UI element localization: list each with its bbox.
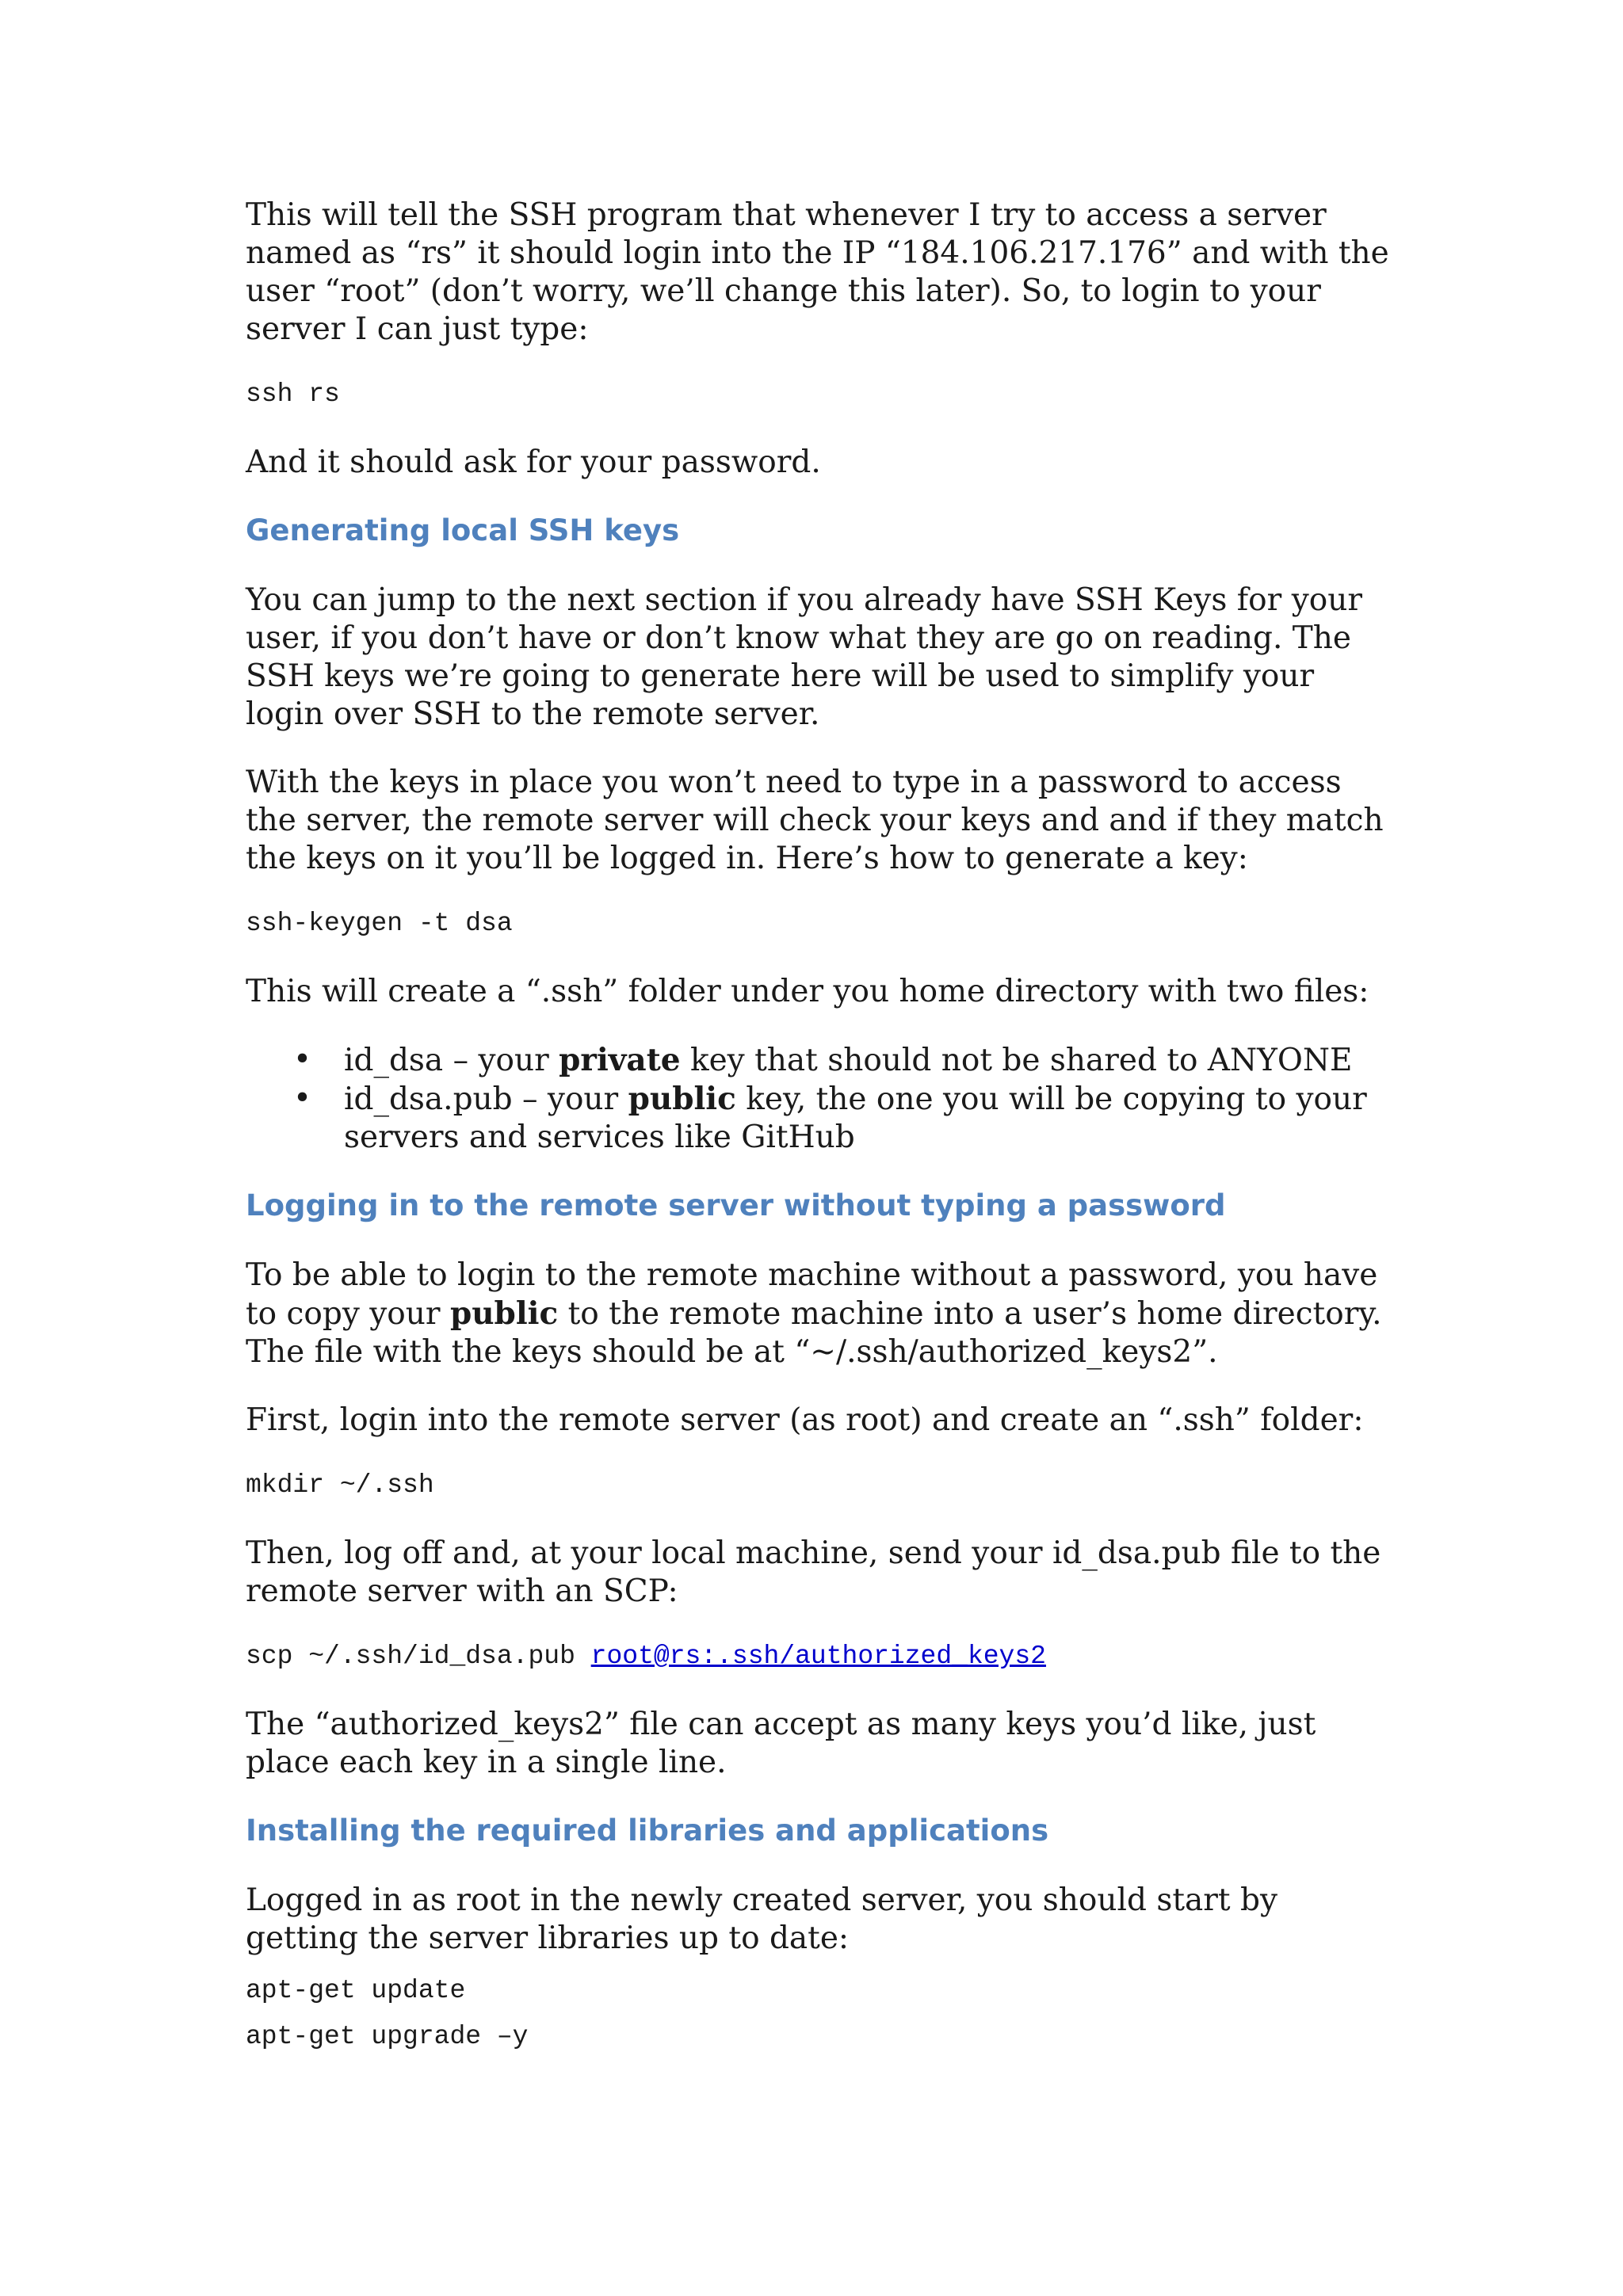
code-ssh-keygen: ssh-keygen -t dsa	[246, 909, 513, 938]
ask-password-paragraph: And it should ask for your password.	[246, 444, 821, 480]
list-item	[293, 1041, 1395, 1080]
paragraph-bold: public	[449, 1295, 559, 1332]
logging-in-paragraph-2: First, login into the remote server (as root) and create an “.ssh” folder:	[246, 1402, 1364, 1438]
list-item-text: id_dsa – your	[344, 1043, 559, 1078]
logging-in-paragraph-1	[246, 1257, 1395, 1371]
generating-keys-paragraph-2: With the keys in place you won’t need to type in a password to access the server, the remote server will check your keys and and if they match the keys on it you’ll be logged in. Here’s how to generate a key:	[246, 765, 1384, 876]
installing-paragraph-1: Logged in as root in the newly created server, you should start by getting the server libraries up to date:	[246, 1882, 1277, 1956]
list-item-text: key, the one you will be copying to your servers and services like GitHub	[344, 1081, 1367, 1155]
document-page	[246, 196, 1395, 2086]
list-item-text: key that should not be shared to ANYONE	[680, 1043, 1353, 1078]
logging-in-paragraph-4: The “authorized_keys2” file can accept as many keys you’d like, just place each key in a single line.	[246, 1707, 1316, 1780]
list-item	[293, 1080, 1395, 1157]
bullet-icon: •	[293, 1042, 312, 1077]
logging-in-paragraph-3: Then, log off and, at your local machine, send your id_dsa.pub file to the remote server with an SCP:	[246, 1535, 1381, 1609]
paragraph-text: To be able to login to the remote machine without a password, you have to copy your	[246, 1257, 1378, 1332]
list-item-bold: private	[559, 1042, 681, 1078]
code-scp	[246, 1641, 1395, 1672]
section-heading-logging-in: Logging in to the remote server without typing a password	[246, 1188, 1226, 1222]
generating-keys-paragraph-3: This will create a “.ssh” folder under you home directory with two files:	[246, 974, 1369, 1009]
code-apt-upgrade: apt-get upgrade –y	[246, 2022, 529, 2051]
authorized-keys-link[interactable]: root@rs:.ssh/authorized_keys2	[590, 1642, 1046, 1671]
key-files-list	[246, 1041, 1395, 1157]
code-ssh-rs: ssh rs	[246, 379, 340, 409]
code-apt-update: apt-get update	[246, 1976, 466, 2005]
paragraph-text: to the remote machine into a user’s home directory. The file with the keys should be at “~/.ssh/authorized_keys2”.	[246, 1296, 1382, 1370]
list-item-text: id_dsa.pub – your	[344, 1081, 628, 1117]
bullet-icon: •	[293, 1081, 312, 1116]
code-mkdir: mkdir ~/.ssh	[246, 1470, 434, 1500]
list-item-bold: public	[628, 1081, 736, 1117]
generating-keys-paragraph-1: You can jump to the next section if you already have SSH Keys for your user, if you don’t have or don’t know what they are go on reading. The SSH keys we’re going to generate here will be used to simplify your login over SSH to the remote server.	[246, 582, 1362, 732]
section-heading-generating-keys: Generating local SSH keys	[246, 513, 680, 547]
code-scp-command: scp ~/.ssh/id_dsa.pub	[246, 1642, 591, 1671]
intro-paragraph: This will tell the SSH program that whenever I try to access a server named as “rs” it should login into the IP “184.106.217.176” and with the user “root” (don’t worry, we’ll change this later). So, to login to your server I can just type:	[246, 197, 1389, 347]
section-heading-installing: Installing the required libraries and applications	[246, 1814, 1049, 1848]
